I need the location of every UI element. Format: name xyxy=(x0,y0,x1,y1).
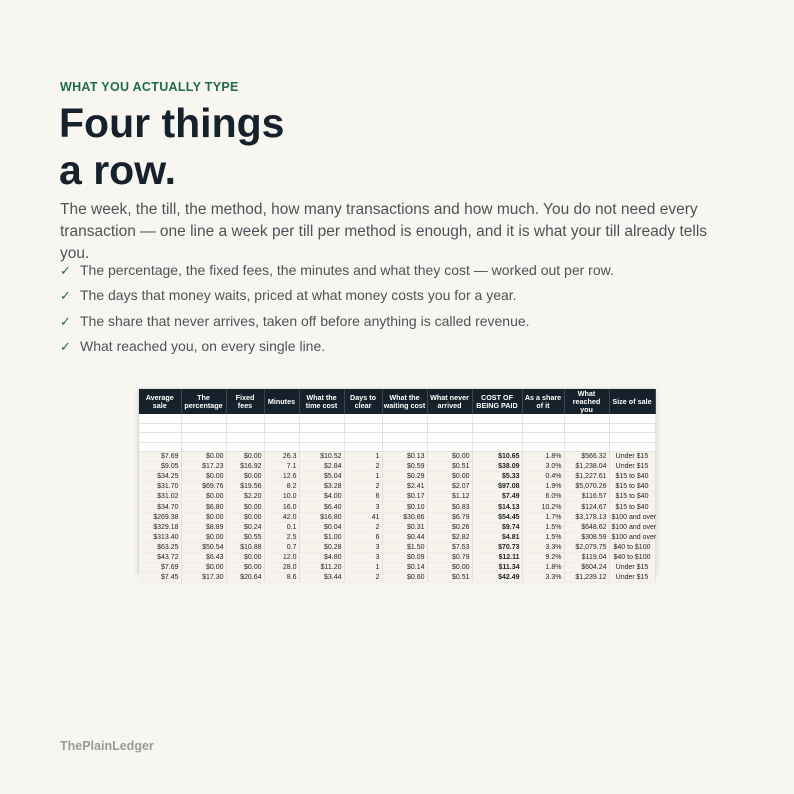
table-cell[interactable]: $3.44 xyxy=(299,573,344,583)
table-cell[interactable]: $54.45 xyxy=(472,512,522,522)
empty-row xyxy=(139,433,655,443)
table-cell[interactable]: $16.92 xyxy=(226,462,264,472)
table-cell[interactable]: $6.79 xyxy=(427,512,472,522)
table-cell[interactable]: $0.00 xyxy=(226,502,264,512)
table-cell[interactable]: $308.59 xyxy=(564,532,609,542)
table-cell[interactable]: $20.64 xyxy=(226,573,264,583)
column-header[interactable]: Days to clear xyxy=(344,389,382,414)
table-cell[interactable]: 6 xyxy=(344,492,382,502)
column-header[interactable]: As a share of it xyxy=(522,389,564,414)
column-header[interactable]: What the waiting cost xyxy=(382,389,427,414)
table-cell[interactable]: $0.31 xyxy=(382,522,427,532)
checkmark-icon: ✓ xyxy=(60,314,71,330)
table-cell[interactable]: $5.04 xyxy=(299,472,344,482)
table-cell[interactable]: $4.00 xyxy=(299,492,344,502)
table-cell[interactable]: 10.2% xyxy=(522,502,564,512)
table-cell[interactable]: $7.53 xyxy=(427,542,472,552)
table-cell[interactable]: 41 xyxy=(344,512,382,522)
column-header[interactable]: Size of sale xyxy=(609,389,655,414)
table-cell[interactable]: $15 to $40 xyxy=(609,502,655,512)
table-cell[interactable]: $2.20 xyxy=(226,492,264,502)
table-cell[interactable]: $15 to $40 xyxy=(609,472,655,482)
table-cell[interactable]: Under $15 xyxy=(609,573,655,583)
column-header[interactable]: The percentage xyxy=(181,389,226,414)
table-cell[interactable]: 26.3 xyxy=(264,452,299,462)
table-cell[interactable]: $6.80 xyxy=(181,502,226,512)
empty-row xyxy=(139,442,655,452)
empty-row xyxy=(139,414,655,423)
table-cell[interactable]: $0.55 xyxy=(226,532,264,542)
table-cell[interactable]: $17.23 xyxy=(181,462,226,472)
table-cell[interactable]: 3 xyxy=(344,502,382,512)
table-cell[interactable]: $313.40 xyxy=(139,532,181,542)
table-cell[interactable]: $5,070.26 xyxy=(564,482,609,492)
table-cell[interactable]: $12.11 xyxy=(472,552,522,562)
table-cell[interactable]: $0.13 xyxy=(382,452,427,462)
table-cell[interactable]: $2.84 xyxy=(299,462,344,472)
checklist-item xyxy=(60,313,740,330)
table-cell[interactable]: 3.3% xyxy=(522,573,564,583)
table-cell[interactable]: $40 to $100 xyxy=(609,552,655,562)
table-row[interactable] xyxy=(139,563,655,573)
table-cell[interactable]: $63.25 xyxy=(139,542,181,552)
table-cell[interactable]: $0.00 xyxy=(226,452,264,462)
table-cell[interactable]: $0.00 xyxy=(181,492,226,502)
table-cell[interactable]: $3,178.13 xyxy=(564,512,609,522)
table-cell[interactable]: 1.5% xyxy=(522,522,564,532)
table-cell[interactable]: $40 to $100 xyxy=(609,542,655,552)
table-cell[interactable]: $1,227.61 xyxy=(564,472,609,482)
page-title xyxy=(59,100,459,194)
table-cell[interactable]: $119.04 xyxy=(564,552,609,562)
table-cell[interactable]: $0.51 xyxy=(427,573,472,583)
table-cell[interactable]: $9.74 xyxy=(472,522,522,532)
table-cell[interactable]: $38.09 xyxy=(472,462,522,472)
table-cell[interactable]: $11.34 xyxy=(472,563,522,573)
table-cell[interactable]: $1,238.04 xyxy=(564,462,609,472)
table-cell[interactable]: $0.00 xyxy=(226,563,264,573)
table-cell[interactable]: $3.28 xyxy=(299,482,344,492)
table-cell[interactable]: $0.04 xyxy=(299,522,344,532)
table-cell[interactable]: $0.00 xyxy=(226,512,264,522)
table-cell[interactable]: $0.17 xyxy=(382,492,427,502)
table-row[interactable] xyxy=(139,522,655,532)
spreadsheet-header-row xyxy=(139,389,655,414)
table-cell[interactable]: $100 and over xyxy=(609,532,655,542)
column-header[interactable]: COST OF BEING PAID xyxy=(472,389,522,414)
table-cell[interactable]: $6.43 xyxy=(181,552,226,562)
table-cell[interactable]: $100 and over xyxy=(609,512,655,522)
checklist-item-text: The percentage, the fixed fees, the minutes and what they cost — worked out per row. xyxy=(80,262,614,278)
table-cell[interactable]: Under $15 xyxy=(609,452,655,462)
table-cell[interactable]: 1.5% xyxy=(522,532,564,542)
table-cell[interactable]: $8.89 xyxy=(181,522,226,532)
table-cell[interactable]: $7.49 xyxy=(472,492,522,502)
table-cell[interactable]: $0.00 xyxy=(226,472,264,482)
table-cell[interactable]: $42.49 xyxy=(472,573,522,583)
checklist-item-text: What reached you, on every single line. xyxy=(80,337,326,354)
table-cell[interactable]: $0.09 xyxy=(382,552,427,562)
table-cell[interactable]: $0.00 xyxy=(181,532,226,542)
table-cell[interactable]: $0.00 xyxy=(427,563,472,573)
table-cell[interactable]: 6.0% xyxy=(522,492,564,502)
checklist xyxy=(60,262,740,363)
table-cell[interactable]: $4.80 xyxy=(299,552,344,562)
table-row[interactable] xyxy=(139,552,655,562)
title-line-2: a row. xyxy=(59,147,176,193)
table-cell[interactable]: $1.12 xyxy=(427,492,472,502)
table-cell[interactable]: $604.24 xyxy=(564,563,609,573)
intro-paragraph: The week, the till, the method, how many transactions and how much. You do not need every transaction — one line a week per till per method is enough, and it is what your till already tells you. xyxy=(60,201,708,262)
table-cell[interactable]: 3.3% xyxy=(522,542,564,552)
table-cell[interactable]: $0.51 xyxy=(427,462,472,472)
table-cell[interactable]: $7.45 xyxy=(139,573,181,583)
table-row[interactable] xyxy=(139,452,655,462)
table-cell[interactable]: $0.10 xyxy=(382,502,427,512)
checklist-item-text: The days that money waits, priced at what money costs you for a year. xyxy=(80,287,517,304)
checklist-item xyxy=(60,287,740,304)
checkmark-icon: ✓ xyxy=(60,264,71,279)
table-cell[interactable]: $648.62 xyxy=(564,522,609,532)
table-cell[interactable]: 1.7% xyxy=(522,512,564,522)
checkmark-icon: ✓ xyxy=(60,339,71,355)
table-cell[interactable]: $2.82 xyxy=(427,532,472,542)
table-cell[interactable]: 0.1 xyxy=(264,522,299,532)
table-cell[interactable]: 12.0 xyxy=(264,552,299,562)
table-cell[interactable]: $50.54 xyxy=(181,542,226,552)
table-cell[interactable]: 3 xyxy=(344,542,382,552)
spreadsheet-preview xyxy=(139,388,657,582)
table-cell[interactable]: 7.1 xyxy=(264,462,299,472)
table-cell[interactable]: 1.9% xyxy=(522,482,564,492)
table-cell[interactable]: $0.14 xyxy=(382,563,427,573)
table-cell[interactable]: 8.2 xyxy=(264,482,299,492)
table-row[interactable] xyxy=(139,573,655,583)
table-cell[interactable]: $34.25 xyxy=(139,472,181,482)
eyebrow-label: WHAT YOU ACTUALLY TYPE xyxy=(60,80,239,94)
table-cell[interactable]: 0.4% xyxy=(522,472,564,482)
table-cell[interactable]: $31.02 xyxy=(139,492,181,502)
table-cell[interactable]: $2.41 xyxy=(382,482,427,492)
table-cell[interactable]: $0.83 xyxy=(427,502,472,512)
table-cell[interactable]: $0.00 xyxy=(181,472,226,482)
table-cell[interactable]: $70.73 xyxy=(472,542,522,552)
table-cell[interactable]: $4.81 xyxy=(472,532,522,542)
table-cell[interactable]: 2 xyxy=(344,522,382,532)
table-cell[interactable]: $1.00 xyxy=(299,532,344,542)
table-cell[interactable]: $43.72 xyxy=(139,552,181,562)
spreadsheet-empty-rows xyxy=(139,414,655,452)
table-cell[interactable]: Under $15 xyxy=(609,563,655,573)
table-row[interactable] xyxy=(139,532,655,542)
table-cell[interactable]: $2,079.75 xyxy=(564,542,609,552)
column-header[interactable]: Average sale xyxy=(139,389,181,414)
spreadsheet-table xyxy=(139,389,656,583)
table-cell[interactable]: $10.52 xyxy=(299,452,344,462)
table-row[interactable] xyxy=(139,492,655,502)
table-cell[interactable]: $0.29 xyxy=(382,472,427,482)
checklist-item xyxy=(60,262,740,279)
table-cell[interactable]: $0.79 xyxy=(427,552,472,562)
table-cell[interactable]: 2 xyxy=(344,462,382,472)
table-cell[interactable]: 3.0% xyxy=(522,462,564,472)
table-cell[interactable]: 0.7 xyxy=(264,542,299,552)
table-cell[interactable]: 2 xyxy=(344,573,382,583)
table-row[interactable] xyxy=(139,462,655,472)
table-cell[interactable]: $0.28 xyxy=(299,542,344,552)
table-cell[interactable]: 3 xyxy=(344,552,382,562)
table-cell[interactable]: $0.00 xyxy=(427,472,472,482)
table-cell[interactable]: $30.86 xyxy=(382,512,427,522)
table-cell[interactable]: $1.50 xyxy=(382,542,427,552)
table-cell[interactable]: 42.0 xyxy=(264,512,299,522)
table-row[interactable] xyxy=(139,482,655,492)
table-cell[interactable]: $7.69 xyxy=(139,563,181,573)
table-cell[interactable]: $2.07 xyxy=(427,482,472,492)
table-cell[interactable]: $0.00 xyxy=(181,512,226,522)
table-cell[interactable]: $14.13 xyxy=(472,502,522,512)
column-header[interactable]: What never arrived xyxy=(427,389,472,414)
table-cell[interactable]: 12.6 xyxy=(264,472,299,482)
table-cell[interactable]: $0.24 xyxy=(226,522,264,532)
brand-footer: ThePlainLedger xyxy=(60,739,154,753)
table-row[interactable] xyxy=(139,542,655,552)
title-line-1: Four things xyxy=(59,100,285,146)
table-cell[interactable]: $31.70 xyxy=(139,482,181,492)
table-cell[interactable]: $6.40 xyxy=(299,502,344,512)
table-cell[interactable]: $10.88 xyxy=(226,542,264,552)
table-cell[interactable]: $124.67 xyxy=(564,502,609,512)
table-cell[interactable]: $0.00 xyxy=(226,552,264,562)
spreadsheet-body xyxy=(139,452,655,583)
checkmark-icon: ✓ xyxy=(60,289,71,305)
table-cell[interactable]: $17.30 xyxy=(181,573,226,583)
table-cell[interactable]: $0.00 xyxy=(181,452,226,462)
table-cell[interactable]: 2 xyxy=(344,482,382,492)
table-cell[interactable]: $0.00 xyxy=(427,452,472,462)
table-cell[interactable]: $7.69 xyxy=(139,452,181,462)
table-cell[interactable]: $0.26 xyxy=(427,522,472,532)
table-cell[interactable]: $0.00 xyxy=(181,563,226,573)
table-cell[interactable]: $269.38 xyxy=(139,512,181,522)
table-cell[interactable]: 1 xyxy=(344,563,382,573)
table-row[interactable] xyxy=(139,512,655,522)
table-cell[interactable]: 1.8% xyxy=(522,452,564,462)
table-cell[interactable]: $0.44 xyxy=(382,532,427,542)
table-cell[interactable]: $15 to $40 xyxy=(609,482,655,492)
table-cell[interactable]: 8.6 xyxy=(264,573,299,583)
table-cell[interactable]: $10.65 xyxy=(472,452,522,462)
table-cell[interactable]: $19.56 xyxy=(226,482,264,492)
column-header[interactable]: What reached you xyxy=(564,389,609,414)
table-cell[interactable]: 1.8% xyxy=(522,563,564,573)
column-header[interactable]: Fixed fees xyxy=(226,389,264,414)
table-cell[interactable]: 1 xyxy=(344,472,382,482)
table-cell[interactable]: $11.20 xyxy=(299,563,344,573)
checklist-item-text: The share that never arrives, taken off before anything is called revenue. xyxy=(80,312,530,329)
table-cell[interactable]: $329.18 xyxy=(139,522,181,532)
table-cell[interactable]: $69.76 xyxy=(181,482,226,492)
table-cell[interactable]: $15 to $40 xyxy=(609,492,655,502)
table-cell[interactable]: 1 xyxy=(344,452,382,462)
table-cell[interactable]: $116.57 xyxy=(564,492,609,502)
table-cell[interactable]: 16.0 xyxy=(264,502,299,512)
table-cell[interactable]: $100 and over xyxy=(609,522,655,532)
table-cell[interactable]: 2.5 xyxy=(264,532,299,542)
table-cell[interactable]: Under $15 xyxy=(609,462,655,472)
table-cell[interactable]: 10.0 xyxy=(264,492,299,502)
table-cell[interactable]: $566.32 xyxy=(564,452,609,462)
table-cell[interactable]: 28.0 xyxy=(264,563,299,573)
table-cell[interactable]: $9.05 xyxy=(139,462,181,472)
table-cell[interactable]: 9.2% xyxy=(522,552,564,562)
table-row[interactable] xyxy=(139,502,655,512)
empty-row xyxy=(139,423,655,433)
checklist-item xyxy=(60,338,740,355)
table-cell[interactable]: $0.60 xyxy=(382,573,427,583)
table-cell[interactable]: $1,239.12 xyxy=(564,573,609,583)
table-row[interactable] xyxy=(139,472,655,482)
table-cell[interactable]: $0.59 xyxy=(382,462,427,472)
table-cell[interactable]: $97.08 xyxy=(472,482,522,492)
column-header[interactable]: What the time cost xyxy=(299,389,344,414)
table-cell[interactable]: 6 xyxy=(344,532,382,542)
table-cell[interactable]: $16.80 xyxy=(299,512,344,522)
table-cell[interactable]: $34.70 xyxy=(139,502,181,512)
column-header[interactable]: Minutes xyxy=(264,389,299,414)
table-cell[interactable]: $5.33 xyxy=(472,472,522,482)
